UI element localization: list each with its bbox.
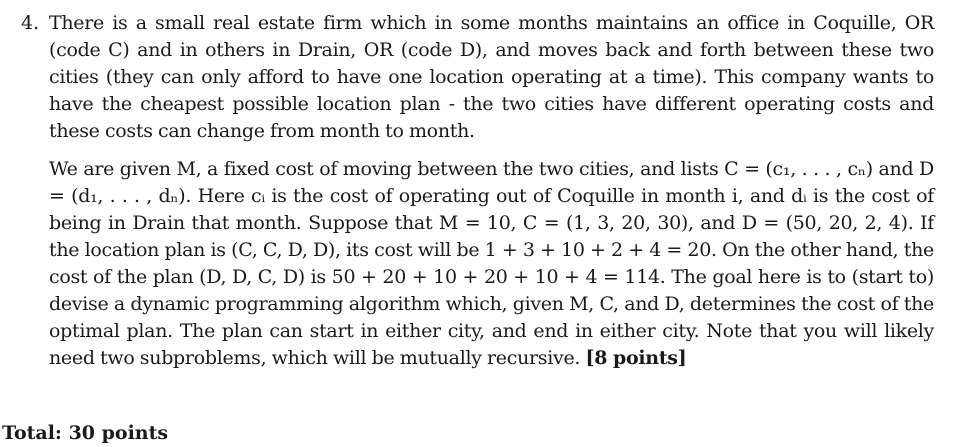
points-label: [8 points] [585,347,687,369]
problem-paragraph-2 [49,156,934,372]
problem-paragraph-2-text: We are given M, a fixed cost of moving between the two cities, and lists C = (c₁, . . . , cₙ) and D = (d₁, . . . , dₙ). Here cᵢ is the cost of operating out of Coquille in month i, and dᵢ is the cost of being in Drain that month. Suppose that M = 10, C = (1, 3, 20, 30), and D = (50, 20, 2, 4). If the location plan is (C, C, D, D), its cost will be 1 + 3 + 10 + 2 + 4 = 20. On the other hand, the cost of the plan (D, D, C, D) is 50 + 20 + 10 + 20 + 10 + 4 = 114. The goal here is to (start to) devise a dynamic programming algorithm which, given M, C, and D, determines the cost of the optimal plan. The plan can start in either city, and end in either city. Note that you will likely need two subproblems, which will be mutually recursive. [49,158,934,369]
problem-paragraph-1: There is a small real estate firm which in some months maintains an office in Coquille, OR (code C) and in others in Drain, OR (code D), and moves back and forth between these two cities (they can only afford to have one location operating at a time). This company wants to have the cheapest possible location plan - the two cities have different operating costs and these costs can change from month to month. [49,12,934,142]
total-points-fragment: Total: 30 points [2,422,169,444]
problem-number: 4. [21,12,40,34]
